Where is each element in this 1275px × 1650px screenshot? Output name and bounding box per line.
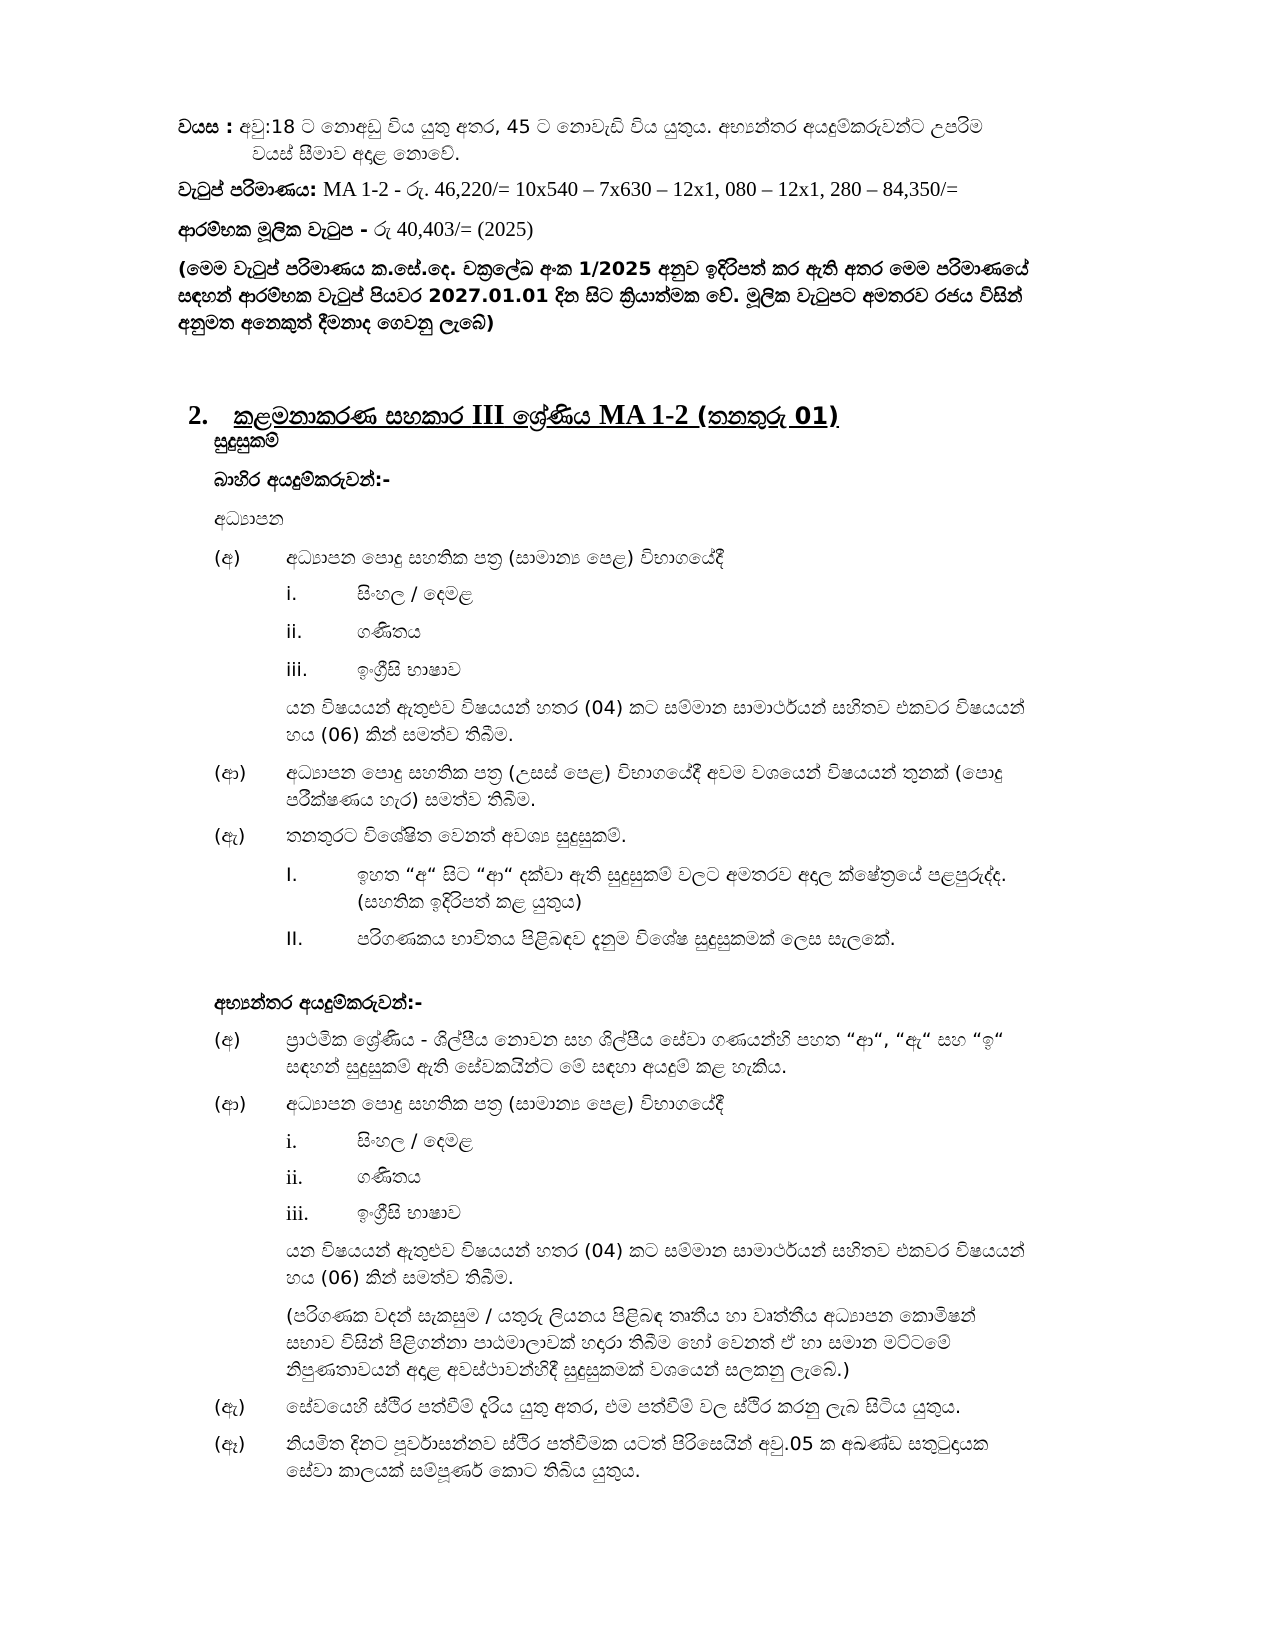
initial-salary-value: රු 40,403/= (2025) (373, 217, 534, 241)
initial-salary-label: ආරම්භක මූලික වැටුප - (178, 219, 368, 241)
ext-a-subject-2-num: ii. (286, 621, 303, 643)
int-aa-tail-1: යන විෂයයන් ඇතුළුව විෂයයන් හතර (04) කට සම්මාන සාමාර්ථයන් සහිතව එකවර විෂයයන් (286, 1240, 1025, 1262)
ext-aa-line-1: අධ්‍යාපන පොදු සහතික පත්‍ර (උසස් පෙළ) විභාගයේදී අවම වශයෙන් විෂයයන් තුනක් (පොදු (286, 762, 1003, 784)
ext-a-subject-2: ගණිතය (357, 621, 422, 643)
note-line-3: අනුමත අනෙකුත් දීමනාද ගෙවනු ලැබේ) (178, 312, 495, 334)
int-aa-subject-2: ගණිතය (357, 1166, 422, 1188)
ext-ae-item-1-line-2: (සහතික ඉදිරිපත් කළ යුතුය) (357, 891, 583, 913)
age-label: වයස : (178, 116, 234, 138)
int-aa-text: අධ්‍යාපන පොදු සහතික පත්‍ර (සාමාන්‍ය පෙළ) විභාගයේදී (286, 1093, 724, 1115)
ext-ae-text: තනතුරට විශේෂිත වෙනත් අවශ්‍ය සුදුසුකම්. (286, 825, 627, 847)
age-line (178, 114, 1038, 141)
ext-ae-label: (ඇ) (214, 825, 246, 847)
age-line-2: වයස් සීමාව අදාළ නොවේ. (252, 143, 461, 165)
int-aa-subject-3-num: iii. (286, 1201, 309, 1225)
int-ae2-line-2: සේවා කාලයක් සම්පූර්ණ කොට තිබිය යුතුය. (286, 1460, 641, 1482)
qualifications-heading: සුදුසුකම් (214, 430, 279, 452)
ext-a-subject-1-num: i. (286, 583, 298, 605)
age-text: අවු:18 ට නොඅඩු විය යුතු අතර, 45 ට නොවැඩි විය යුතුය. අභ්‍යන්තර අයදුම්කරුවන්ට උපරිම (239, 116, 983, 138)
section-heading (188, 398, 839, 433)
ext-aa-line-2: පරීක්ෂණය හැර) සමත්ව තිබීම. (286, 789, 537, 811)
ext-ae-item-1-num: I. (286, 864, 298, 886)
int-aa-para-2: සභාව විසින් පිළිගන්නා පාඨමාලාවක් හදාරා තිබීම හෝ වෙනත් ඒ හා සමාන මට්ටමේ (286, 1332, 951, 1354)
section-title: කළමනාකරණ සහකාර III ශ්‍රේණිය MA 1-2 (තනතුරු 01) (233, 400, 840, 431)
internal-heading: අභ්‍යන්තර අයදුම්කරුවන්:- (214, 992, 423, 1014)
ext-a-text: අධ්‍යාපන පොදු සහතික පත්‍ර (සාමාන්‍ය පෙළ) විභාගයේදී (286, 547, 724, 569)
education-heading: අධ්‍යාපන (214, 508, 284, 530)
int-a-label: (අ) (214, 1029, 241, 1051)
salary-value: MA 1-2 - රු. 46,220/= 10x540 – 7x630 – 12x1, 080 – 12x1, 280 – 84,350/= (323, 177, 959, 201)
ext-ae-item-1-line-1: ඉහත “අ“ සිට “ආ“ දක්වා ඇති සුදුසුකම් වලට අමතරව අදාල ක්ෂේත්‍රයේ පළපුරුද්ද. (357, 864, 1007, 886)
ext-aa-label: (ආ) (214, 762, 247, 784)
int-aa-tail-2: හය (06) කින් සමත්ව තිබීම. (286, 1267, 514, 1289)
int-aa-para-3: නිපුණතාවයන් අදාළ අවස්ථාවන්හිදී සුදුසුකමක් වශයෙන් සලකනු ලැබේ.) (286, 1359, 850, 1381)
int-a-line-2: සඳහන් සුදුසුකම් ඇති සේවකයින්ට මේ සඳහා අයදුම් කළ හැකිය. (286, 1056, 788, 1078)
ext-a-subject-3-num: iii. (286, 659, 308, 681)
int-aa-subject-1: සිංහල / දෙමළ (357, 1130, 473, 1152)
ext-a-subject-1: සිංහල / දෙමළ (357, 583, 473, 605)
int-aa-label: (ආ) (214, 1093, 247, 1115)
note-line-1: (මෙම වැටුප් පරිමාණය ක.සේ.දෙ. චක්‍රලේඛ අංක 1/2025 අනුව ඉදිරිපත් කර ඇති අතර මෙම පරිමාණයේ (178, 258, 1029, 280)
int-aa-subject-3: ඉංග්‍රීසි භාෂාව (357, 1202, 461, 1224)
section-number: 2. (188, 400, 209, 430)
int-ae-text: සේවයෙහි ස්ථිර පත්වීම් දැරිය යුතු අතර, එම පත්වීම් වල ස්ථිර කරනු ලැබ සිටිය යුතුය. (286, 1396, 962, 1418)
ext-a-tail-2: හය (06) කින් සමත්ව තිබීම. (286, 724, 514, 746)
int-aa-para-1: (පරිගණක වදන් සැකසුම / යතුරු ලියනය පිළිබඳ තෘතීය හා වෘත්තීය අධ්‍යාපන කොමිෂන් (286, 1305, 976, 1327)
ext-a-label: (අ) (214, 547, 241, 569)
int-aa-subject-1-num: i. (286, 1129, 298, 1153)
external-heading: බාහිර අයදුම්කරුවන්:- (214, 469, 391, 491)
int-a-line-1: ප්‍රාථමික ශ්‍රේණිය - ශිල්පීය නොවන සහ ශිල්පීය සේවා ගණයන්හි පහත “ආ“, “ඇ“ සහ “ඉ“ (286, 1029, 1004, 1051)
note-line-2: සඳහන් ආරම්භක වැටුප් පියවර 2027.01.01 දින සිට ක්‍රියාත්මක වේ. මූලික වැටුපට අමතරව රජය විසින් (178, 285, 1023, 307)
ext-ae-item-2-num: II. (286, 928, 304, 950)
int-ae2-line-1: නියමිත දිනට පූර්වාසන්නව ස්ථිර පත්වීමක යටත් පිරිසෙයින් අවු.05 ක අඛණ්ඩ සතුටුදායක (286, 1433, 989, 1455)
ext-ae-item-2-line-1: පරිගණකය භාවිතය පිළිබඳව දැනුම විශේෂ සුදුසුකමක් ලෙස සැලකේ. (357, 928, 896, 950)
ext-a-tail-1: යන විෂයයන් ඇතුළුව විෂයයන් හතර (04) කට සම්මාන සාමාර්ථයන් සහිතව එකවර විෂයයන් (286, 697, 1025, 719)
salary-label: වැටුප් පරිමාණය: (178, 179, 317, 201)
salary-line (178, 176, 958, 204)
initial-salary-line (178, 216, 533, 244)
int-aa-subject-2-num: ii. (286, 1165, 303, 1189)
int-ae2-label: (ඈ) (214, 1433, 246, 1455)
int-ae-label: (ඇ) (214, 1396, 246, 1418)
ext-a-subject-3: ඉංග්‍රීසි භාෂාව (357, 659, 461, 681)
